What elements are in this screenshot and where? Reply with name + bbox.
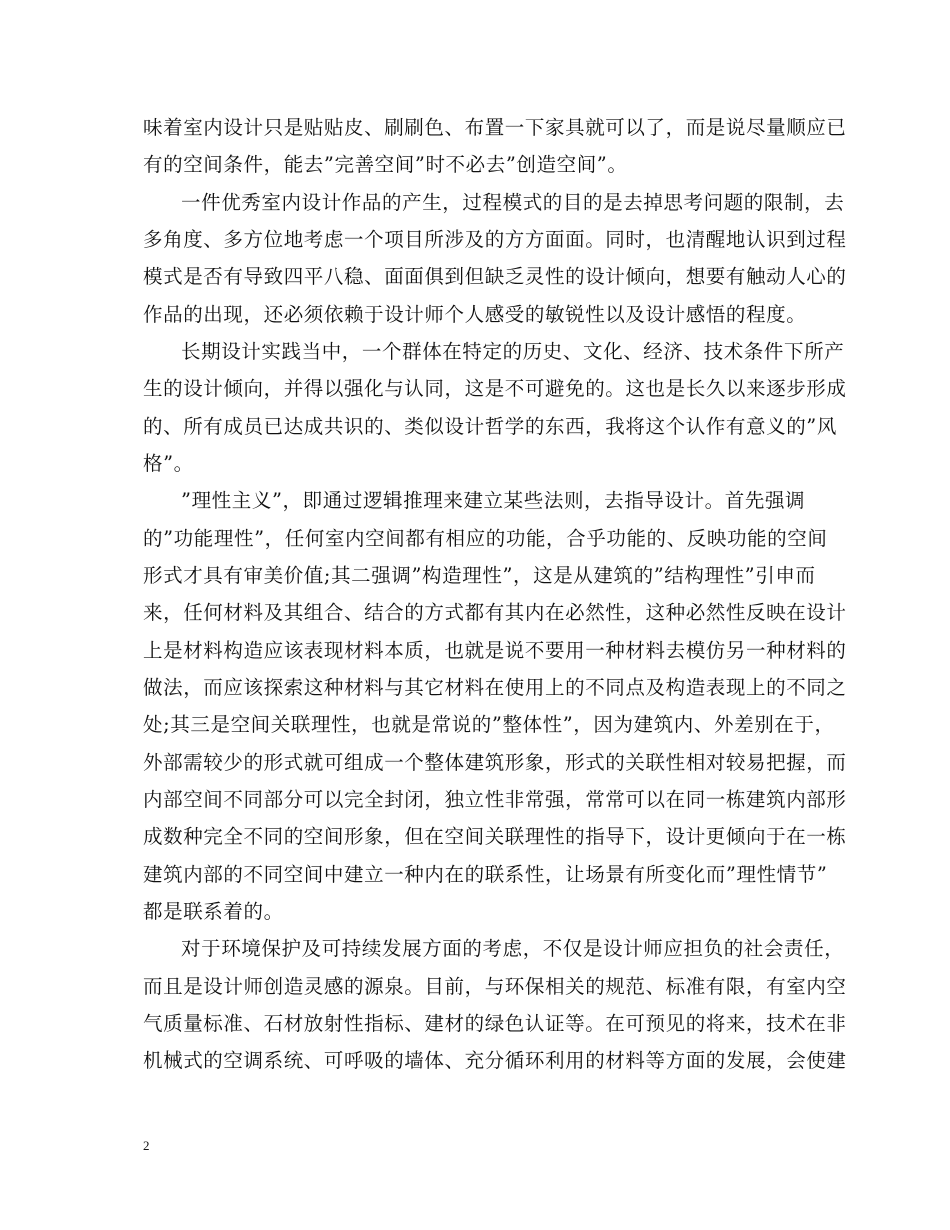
text-line: 上是材料构造应该表现材料本质，也就是说不要用一种材料去模仿另一种材料的 [143,639,847,662]
paragraph-first-line: ”理性主义”，即通过逻辑推理来建立某些法则，去指导设计。首先强调 [181,489,806,512]
text-line: 格”。 [143,452,194,475]
text-line: 的、所有成员已达成共识的、类似设计哲学的东西，我将这个认作有意义的”风 [143,415,837,438]
page-number: 2 [143,1138,150,1153]
text-line: 模式是否有导致四平八稳、面面俱到但缺乏灵性的设计倾向，想要有触动人心的 [143,265,847,288]
text-line: 都是联系着的。 [143,900,284,923]
text-line: 来，任何材料及其组合、结合的方式都有其内在必然性，这种必然性反映在设计 [143,601,847,624]
paragraph-first-line: 长期设计实践当中，一个群体在特定的历史、文化、经济、技术条件下所产 [181,340,845,363]
text-line: 处;其三是空间关联理性，也就是常说的”整体性”，因为建筑内、外差别在于， [143,713,835,736]
text-line: 的”功能理性”，任何室内空间都有相应的功能，合乎功能的、反映功能的空间 [143,527,828,550]
paragraph-first-line: 一件优秀室内设计作品的产生，过程模式的目的是去掉思考问题的限制，去 [181,191,845,214]
text-line: 形式才具有审美价值;其二强调”构造理性”，这是从建筑的”结构理性”引申而 [143,564,816,587]
text-line: 作品的出现，还必须依赖于设计师个人感受的敏锐性以及设计感悟的程度。 [143,303,807,326]
text-line: 生的设计倾向，并得以强化与认同，这是不可避免的。这也是长久以来逐步形成 [143,377,847,400]
text-line: 味着室内设计只是贴贴皮、刷刷色、布置一下家具就可以了，而是说尽量顺应已 [143,116,847,139]
text-line: 内部空间不同部分可以完全封闭，独立性非常强，常常可以在同一栋建筑内部形 [143,788,847,811]
text-line: 气质量标准、石材放射性指标、建材的绿色认证等。在可预见的将来，技术在非 [143,1012,847,1035]
text-line: 机械式的空调系统、可呼吸的墙体、充分循环利用的材料等方面的发展，会使建 [143,1049,847,1072]
text-line: 做法，而应该探索这种材料与其它材料在使用上的不同点及构造表现上的不同之 [143,676,847,699]
text-line: 建筑内部的不同空间中建立一种内在的联系性，让场景有所变化而”理性情节” [143,863,828,886]
paragraph-first-line: 对于环境保护及可持续发展方面的考虑，不仅是设计师应担负的社会责任， [181,937,845,960]
text-line: 而且是设计师创造灵感的源泉。目前，与环保相关的规范、标准有限，有室内空 [143,975,847,998]
text-line: 有的空间条件，能去”完善空间”时不必去”创造空间”。 [143,153,628,176]
text-line: 多角度、多方位地考虑一个项目所涉及的方方面面。同时，也清醒地认识到过程 [143,228,847,251]
text-line: 外部需较少的形式就可组成一个整体建筑形象，形式的关联性相对较易把握，而 [143,751,847,774]
text-line: 成数种完全不同的空间形象，但在空间关联理性的指导下，设计更倾向于在一栋 [143,825,847,848]
